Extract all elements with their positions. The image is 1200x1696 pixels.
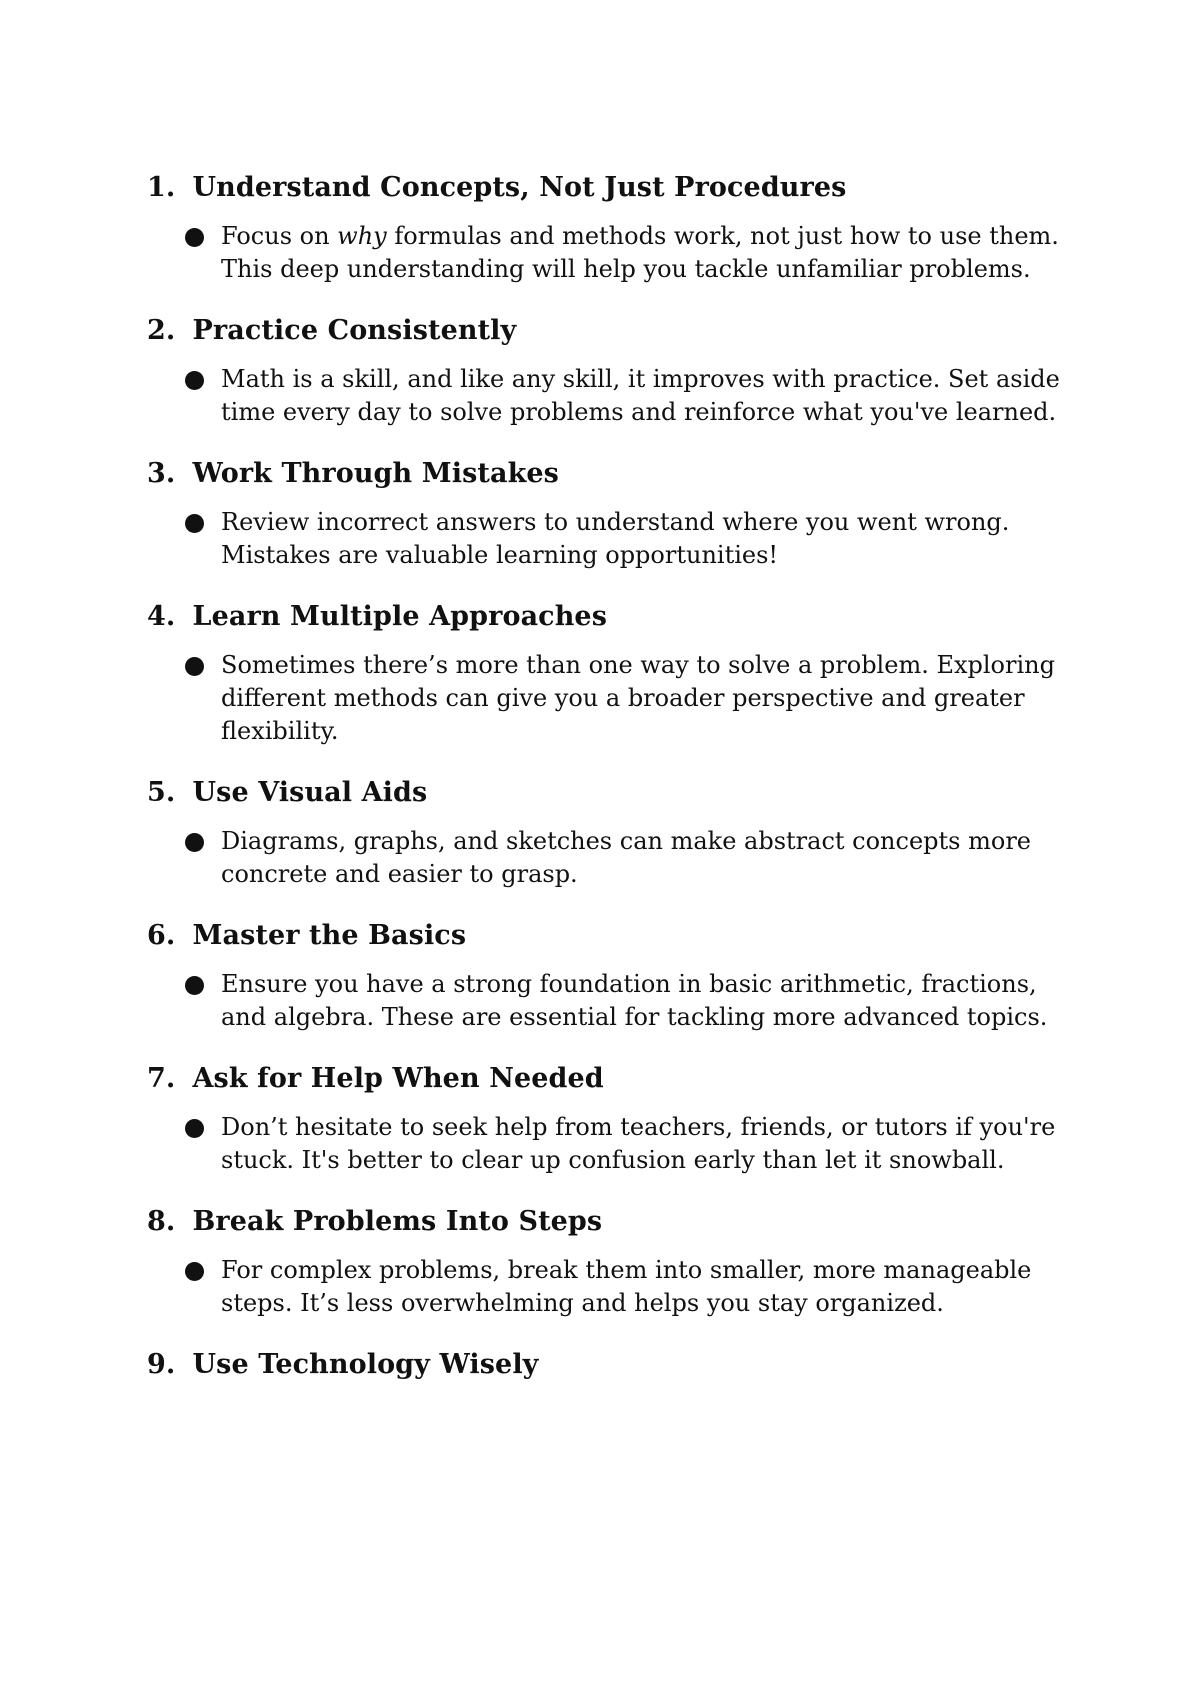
tip-section-4 (147, 599, 1077, 748)
tip-number: 7. (147, 1063, 176, 1094)
tip-text-emphasis: why (337, 222, 387, 250)
tip-heading (147, 1061, 1077, 1097)
tips-list (147, 170, 1077, 1410)
tip-number: 1. (147, 172, 176, 203)
tip-text: Sometimes there’s more than one way to solve a problem. Exploring different methods can give you a broader perspective and greater flexibility. (221, 651, 1055, 745)
tip-title: Use Visual Aids (192, 777, 428, 808)
tip-heading (147, 1347, 1077, 1383)
tip-number: 2. (147, 315, 176, 346)
tip-text: Don’t hesitate to seek help from teachers, friends, or tutors if you're stuck. It's better to clear up confusion early than let it snowball. (221, 1113, 1056, 1174)
bullet-dot-icon (185, 833, 204, 852)
tip-heading (147, 456, 1077, 492)
tip-title: Practice Consistently (192, 315, 517, 346)
tip-text-end: formulas and methods work, not just how to use them. This deep understanding will help you tackle unfamiliar problems. (221, 222, 1059, 283)
tip-title: Ask for Help When Needed (192, 1063, 604, 1094)
tip-heading (147, 918, 1077, 954)
tip-heading (147, 1204, 1077, 1240)
tip-bullet (147, 649, 1077, 748)
bullet-dot-icon (185, 228, 204, 247)
tip-section-5 (147, 775, 1077, 891)
tip-text: Diagrams, graphs, and sketches can make abstract concepts more concrete and easier to grasp. (221, 827, 1031, 888)
tip-bullet (147, 363, 1077, 429)
tip-text: Ensure you have a strong foundation in basic arithmetic, fractions, and algebra. These are essential for tackling more advanced topics. (221, 970, 1048, 1031)
tip-section-8 (147, 1204, 1077, 1320)
tip-bullet (147, 220, 1077, 286)
tip-text-start: Focus on (221, 222, 338, 250)
tip-title: Work Through Mistakes (192, 458, 559, 489)
tip-bullet (147, 506, 1077, 572)
bullet-dot-icon (185, 1119, 204, 1138)
tip-title: Understand Concepts, Not Just Procedures (192, 172, 847, 203)
tip-number: 8. (147, 1206, 176, 1237)
tip-heading (147, 170, 1077, 206)
bullet-dot-icon (185, 1262, 204, 1281)
tip-bullet (147, 1111, 1077, 1177)
tip-title: Use Technology Wisely (192, 1349, 539, 1380)
bullet-dot-icon (185, 514, 204, 533)
tip-title: Learn Multiple Approaches (192, 601, 608, 632)
tip-section-3 (147, 456, 1077, 572)
tip-section-1 (147, 170, 1077, 286)
tip-section-9 (147, 1347, 1077, 1383)
tip-number: 5. (147, 777, 176, 808)
tip-number: 3. (147, 458, 176, 489)
tip-heading (147, 313, 1077, 349)
bullet-dot-icon (185, 371, 204, 390)
tip-heading (147, 775, 1077, 811)
tip-title: Master the Basics (192, 920, 467, 951)
tip-number: 6. (147, 920, 176, 951)
tip-bullet (147, 1254, 1077, 1320)
tip-number: 9. (147, 1349, 176, 1380)
bullet-dot-icon (185, 976, 204, 995)
bullet-dot-icon (185, 657, 204, 676)
tip-number: 4. (147, 601, 176, 632)
tip-title: Break Problems Into Steps (192, 1206, 603, 1237)
tip-bullet (147, 968, 1077, 1034)
tip-bullet (147, 825, 1077, 891)
tip-section-6 (147, 918, 1077, 1034)
tip-text: Review incorrect answers to understand where you went wrong. Mistakes are valuable learning opportunities! (221, 508, 1010, 569)
tip-text: For complex problems, break them into smaller, more manageable steps. It’s less overwhelming and helps you stay organized. (221, 1256, 1032, 1317)
tip-heading (147, 599, 1077, 635)
tip-section-2 (147, 313, 1077, 429)
tip-text: Math is a skill, and like any skill, it improves with practice. Set aside time every day to solve problems and reinforce what you've learned. (221, 365, 1060, 426)
tip-section-7 (147, 1061, 1077, 1177)
